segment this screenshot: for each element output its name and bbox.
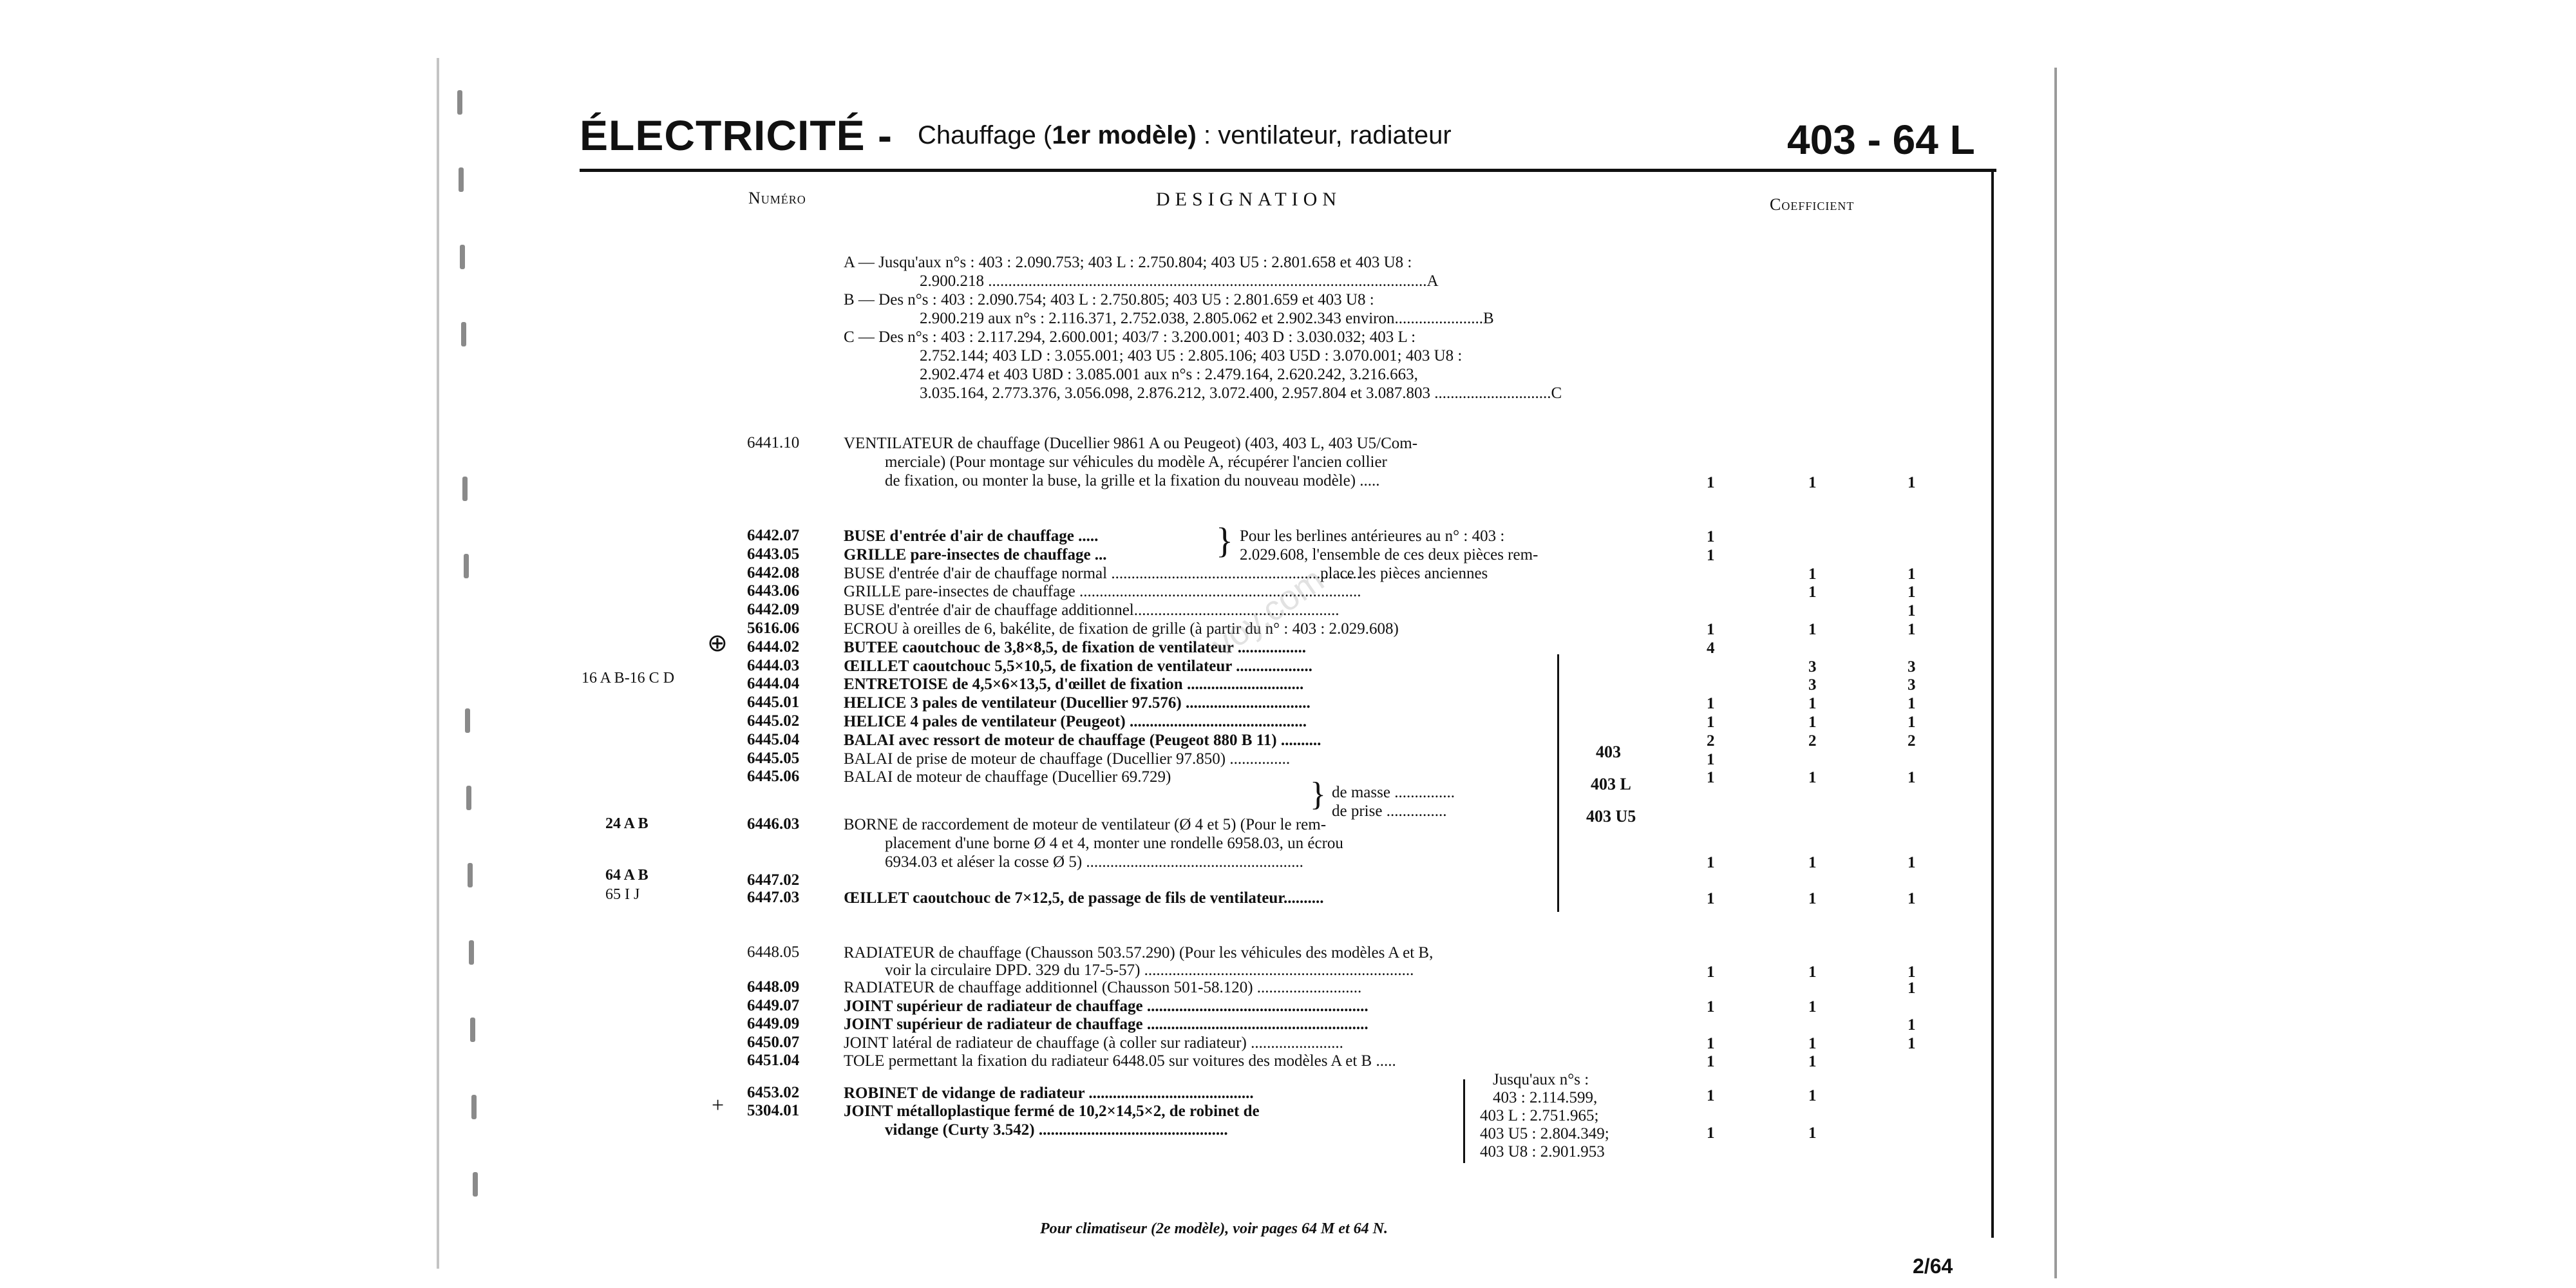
part-description: BALAI de moteur de chauffage (Ducellier 69.729) <box>844 768 1171 786</box>
part-number: 6448.05 <box>747 943 800 961</box>
coefficient-value: 1 <box>1707 854 1715 871</box>
coefficient-value: 3 <box>1808 676 1817 694</box>
coefficient-value: 1 <box>1808 998 1817 1016</box>
model-line: 2.900.219 aux n°s : 2.116.371, 2.752.038, 2.805.062 et 2.902.343 environ......................B <box>920 310 1494 327</box>
part-description: JOINT latéral de radiateur de chauffage (à coller sur radiateur) ....................... <box>844 1034 1343 1052</box>
part-number: 5304.01 <box>747 1102 800 1119</box>
part-description: ŒILLET caoutchouc de 7×12,5, de passage de fils de ventilateur.......... <box>844 889 1324 907</box>
binder-ring <box>464 554 469 578</box>
section-title: ÉLECTRICITÉ - <box>580 111 893 159</box>
part-number: 6446.03 <box>747 815 800 833</box>
part-description: 6934.03 et aléser la cosse Ø 5) ...................................................... <box>885 853 1303 871</box>
coefficient-value: 1 <box>1908 1016 1916 1034</box>
part-description: TOLE permettant la fixation du radiateur 6448.05 sur voitures des modèles A et B ..... <box>844 1052 1396 1070</box>
coefficient-value: 1 <box>1908 1034 1916 1052</box>
right-rule <box>1991 169 1994 1238</box>
page-left-edge <box>437 58 439 1269</box>
part-number: 6444.02 <box>747 638 800 656</box>
coefficient-value: 1 <box>1808 1053 1817 1070</box>
part-description: placement d'une borne Ø 4 et 4, monter une rondelle 6958.03, un écrou <box>885 835 1343 852</box>
binder-ring <box>461 322 466 346</box>
model-line: 2.902.474 et 403 U8D : 3.085.001 aux n°s : 2.479.164, 2.620.242, 3.216.663, <box>920 366 1418 383</box>
coefficient-value: 2 <box>1808 732 1817 750</box>
part-description: BUSE d'entrée d'air de chauffage ..... <box>844 527 1099 545</box>
coefficient-value: 1 <box>1908 565 1916 583</box>
page-number: 2/64 <box>1913 1255 1953 1278</box>
brace: } <box>1310 776 1326 813</box>
model-line: 3.035.164, 2.773.376, 3.056.098, 2.876.212, 3.072.400, 2.957.804 et 3.087.803 .............................C <box>920 384 1562 402</box>
jusqu-note: Jusqu'aux n°s : <box>1493 1071 1589 1088</box>
balai-sub: de prise ............... <box>1332 802 1447 820</box>
model-line: C — Des n°s : 403 : 2.117.294, 2.600.001; 403/7 : 3.200.001; 403 D : 3.030.032; 403 L : <box>844 328 1416 346</box>
coefficient-value: 1 <box>1808 854 1817 871</box>
section-subtitle: Chauffage (1er modèle) : ventilateur, radiateur <box>918 121 1452 149</box>
coefficient-value: 3 <box>1908 676 1916 694</box>
coefficient-value: 1 <box>1908 963 1916 981</box>
reference-label: 65 I J <box>605 886 640 903</box>
bracket-model: 403 <box>1596 743 1621 761</box>
coefficient-value: 1 <box>1707 528 1715 545</box>
header-rule <box>580 169 1996 172</box>
coefficient-value: 1 <box>1808 890 1817 907</box>
part-number: 6443.06 <box>747 582 800 600</box>
binder-ring <box>469 940 474 965</box>
part-number: 6453.02 <box>747 1084 800 1101</box>
coefficient-value: 1 <box>1707 695 1715 713</box>
part-number: 6445.04 <box>747 730 800 748</box>
part-description: GRILLE pare-insectes de chauffage ...................................................................... <box>844 583 1361 601</box>
part-number: 6449.07 <box>747 996 800 1014</box>
binder-ring <box>460 245 465 269</box>
part-number: 6445.02 <box>747 712 800 730</box>
coefficient-value: 1 <box>1707 714 1715 731</box>
coefficient-value: 1 <box>1908 621 1916 638</box>
part-number: 5616.06 <box>747 620 800 637</box>
binder-ring <box>462 477 468 501</box>
coefficient-value: 1 <box>1707 963 1715 981</box>
coefficient-value: 1 <box>1707 1087 1715 1104</box>
binder-ring <box>468 863 473 887</box>
part-description: BUSE d'entrée d'air de chauffage normal .............................................................. <box>844 564 1361 582</box>
footer-note: Pour climatiseur (2e modèle), voir pages 64 M et 64 N. <box>1040 1220 1388 1237</box>
coefficient-value: 1 <box>1808 714 1817 731</box>
part-number: 6442.07 <box>747 527 800 544</box>
coefficient-value: 1 <box>1908 583 1916 601</box>
part-description: BALAI avec ressort de moteur de chauffage (Peugeot 880 B 11) .......... <box>844 731 1321 749</box>
part-number: 6449.09 <box>747 1015 800 1032</box>
page-right-edge <box>2054 68 2057 1278</box>
part-description: ECROU à oreilles de 6, bakélite, de fixation de grille (à partir du n° : 403 : 2.029.608) <box>844 620 1399 638</box>
part-description: vidange (Curty 3.542) ............................................... <box>885 1121 1228 1139</box>
coefficient-value: 1 <box>1908 474 1916 491</box>
part-description: HELICE 3 pales de ventilateur (Ducellier 97.576) ............................... <box>844 694 1311 712</box>
model-line: B — Des n°s : 403 : 2.090.754; 403 L : 2.750.805; 403 U5 : 2.801.659 et 403 U8 : <box>844 291 1374 308</box>
part-number: 6441.10 <box>747 434 800 451</box>
part-description: de fixation, ou monter la buse, la grille et la fixation du nouveau modèle) ..... <box>885 472 1380 489</box>
part-number: 6445.06 <box>747 768 800 786</box>
coefficient-value: 1 <box>1808 1124 1817 1142</box>
coefficient-value: 1 <box>1808 474 1817 491</box>
jusqu-note: 403 U8 : 2.901.953 <box>1480 1143 1605 1160</box>
part-description: HELICE 4 pales de ventilateur (Peugeot) ............................................ <box>844 713 1307 730</box>
part-description: BORNE de raccordement de moteur de ventilateur (Ø 4 et 5) (Pour le rem- <box>844 816 1327 833</box>
part-number: 6447.03 <box>747 889 800 906</box>
column-header-designation: DESIGNATION <box>1156 189 1341 210</box>
part-number: 6445.05 <box>747 749 800 767</box>
plus-icon: + <box>712 1094 724 1117</box>
model-line: 2.752.144; 403 LD : 3.055.001; 403 U5 : 2.805.106; 403 U5D : 3.070.001; 403 U8 : <box>920 347 1463 365</box>
part-description: GRILLE pare-insectes de chauffage ... <box>844 545 1107 564</box>
coefficient-value: 1 <box>1908 854 1916 871</box>
page-code: 403 - 64 L <box>1787 117 1975 163</box>
binder-ring <box>470 1018 475 1042</box>
coefficient-value: 1 <box>1808 621 1817 638</box>
coefficient-value: 1 <box>1908 602 1916 620</box>
part-number: 6442.08 <box>747 564 800 582</box>
coefficient-value: 2 <box>1707 732 1715 750</box>
part-description: ENTRETOISE de 4,5×6×13,5, d'œillet de fixation ............................. <box>844 676 1304 694</box>
part-description: ROBINET de vidange de radiateur ......................................... <box>844 1084 1254 1102</box>
binder-ring <box>465 708 470 733</box>
coefficient-value: 1 <box>1707 769 1715 787</box>
part-number: 6450.07 <box>747 1033 800 1051</box>
part-number: 6443.05 <box>747 545 800 563</box>
coefficient-value: 3 <box>1808 658 1817 676</box>
coefficient-value: 2 <box>1908 732 1916 750</box>
balai-sub: de masse ............... <box>1332 784 1455 801</box>
coefficient-value: 1 <box>1707 890 1715 907</box>
coefficient-value: 1 <box>1707 750 1715 768</box>
coefficient-value: 1 <box>1808 565 1817 583</box>
jusqu-note: 403 L : 2.751.965; <box>1480 1107 1599 1124</box>
jusqu-note: 403 U5 : 2.804.349; <box>1480 1125 1609 1142</box>
column-header-numero: Numéro <box>748 189 806 207</box>
coefficient-value: 1 <box>1808 583 1817 601</box>
part-description: merciale) (Pour montage sur véhicules du modèle A, récupérer l'ancien collier <box>885 453 1387 471</box>
binder-ring <box>459 167 464 192</box>
jusqu-note: 403 : 2.114.599, <box>1493 1089 1598 1106</box>
bracket-model: 403 U5 <box>1586 807 1636 826</box>
reference-label: 16 A B-16 C D <box>582 670 675 687</box>
part-number: 6451.04 <box>747 1052 800 1069</box>
reference-label: 24 A B <box>605 815 649 832</box>
coefficient-value: 1 <box>1908 890 1916 907</box>
coefficient-value: 1 <box>1707 621 1715 638</box>
circle-plus-icon: ⊕ <box>707 630 728 657</box>
part-description: JOINT métalloplastique fermé de 10,2×14,5×2, de robinet de <box>844 1103 1260 1120</box>
coefficient-value: 1 <box>1707 474 1715 491</box>
berline-note: place les pièces anciennes <box>1320 565 1488 582</box>
coefficient-value: 1 <box>1707 1053 1715 1070</box>
binder-ring <box>457 90 462 115</box>
part-description: RADIATEUR de chauffage (Chausson 503.57.290) (Pour les véhicules des modèles A et B, <box>844 944 1434 961</box>
bracket-model: 403 L <box>1591 775 1631 793</box>
part-description: BUTEE caoutchouc de 3,8×8,5, de fixation de ventilateur ................. <box>844 638 1306 656</box>
part-number: 6447.02 <box>747 871 800 889</box>
column-header-coefficient: Coefficient <box>1770 195 1855 214</box>
coefficient-value: 1 <box>1707 998 1715 1016</box>
watermark-text: voy.com <box>1204 560 1331 665</box>
binder-ring <box>473 1172 478 1197</box>
berline-note: 2.029.608, l'ensemble de ces deux pièces rem- <box>1240 546 1539 564</box>
berline-note: Pour les berlines antérieures au n° : 403 : <box>1240 527 1505 545</box>
coefficient-value: 1 <box>1908 695 1916 713</box>
brace: } <box>1216 521 1233 561</box>
part-description: voir la circulaire DPD. 329 du 17-5-57) ................................................................... <box>885 961 1414 979</box>
coefficient-value: 1 <box>1808 695 1817 713</box>
binder-ring <box>471 1095 477 1119</box>
coefficient-value: 1 <box>1908 769 1916 787</box>
part-number: 6442.09 <box>747 601 800 619</box>
model-line: A — Jusqu'aux n°s : 403 : 2.090.753; 403 L : 2.750.804; 403 U5 : 2.801.658 et 403 U8 : <box>844 254 1412 271</box>
part-description: JOINT supérieur de radiateur de chauffage ....................................................... <box>844 997 1368 1015</box>
coefficient-value: 1 <box>1707 1124 1715 1142</box>
coefficient-value: 1 <box>1908 714 1916 731</box>
coefficient-value: 3 <box>1908 658 1916 676</box>
part-description: BUSE d'entrée d'air de chauffage additionnel................................................... <box>844 601 1340 620</box>
part-description: JOINT supérieur de radiateur de chauffage ....................................................... <box>844 1016 1368 1033</box>
part-number: 6445.01 <box>747 694 800 712</box>
coefficient-value: 1 <box>1808 769 1817 787</box>
coefficient-value: 1 <box>1808 1034 1817 1052</box>
binder-ring <box>466 786 471 810</box>
part-description: ŒILLET caoutchouc 5,5×10,5, de fixation de ventilateur ................... <box>844 657 1312 675</box>
coefficient-value: 1 <box>1808 963 1817 981</box>
part-number: 6444.04 <box>747 675 800 693</box>
bracket-line <box>1557 654 1559 912</box>
model-line: 2.900.218 .............................................................................................................A <box>920 272 1439 290</box>
coefficient-value: 1 <box>1908 980 1916 997</box>
reference-label: 64 A B <box>605 867 649 884</box>
part-description: VENTILATEUR de chauffage (Ducellier 9861 A ou Peugeot) (403, 403 L, 403 U5/Com- <box>844 435 1418 452</box>
part-number: 6444.03 <box>747 656 800 674</box>
part-number: 6448.09 <box>747 978 800 996</box>
coefficient-value: 1 <box>1808 1087 1817 1104</box>
part-description: BALAI de prise de moteur de chauffage (Ducellier 97.850) ............... <box>844 750 1291 768</box>
bracket-line <box>1463 1079 1465 1163</box>
part-description: RADIATEUR de chauffage additionnel (Chausson 501-58.120) .......................... <box>844 979 1362 996</box>
coefficient-value: 1 <box>1707 546 1715 564</box>
coefficient-value: 4 <box>1707 639 1715 657</box>
coefficient-value: 1 <box>1707 1034 1715 1052</box>
